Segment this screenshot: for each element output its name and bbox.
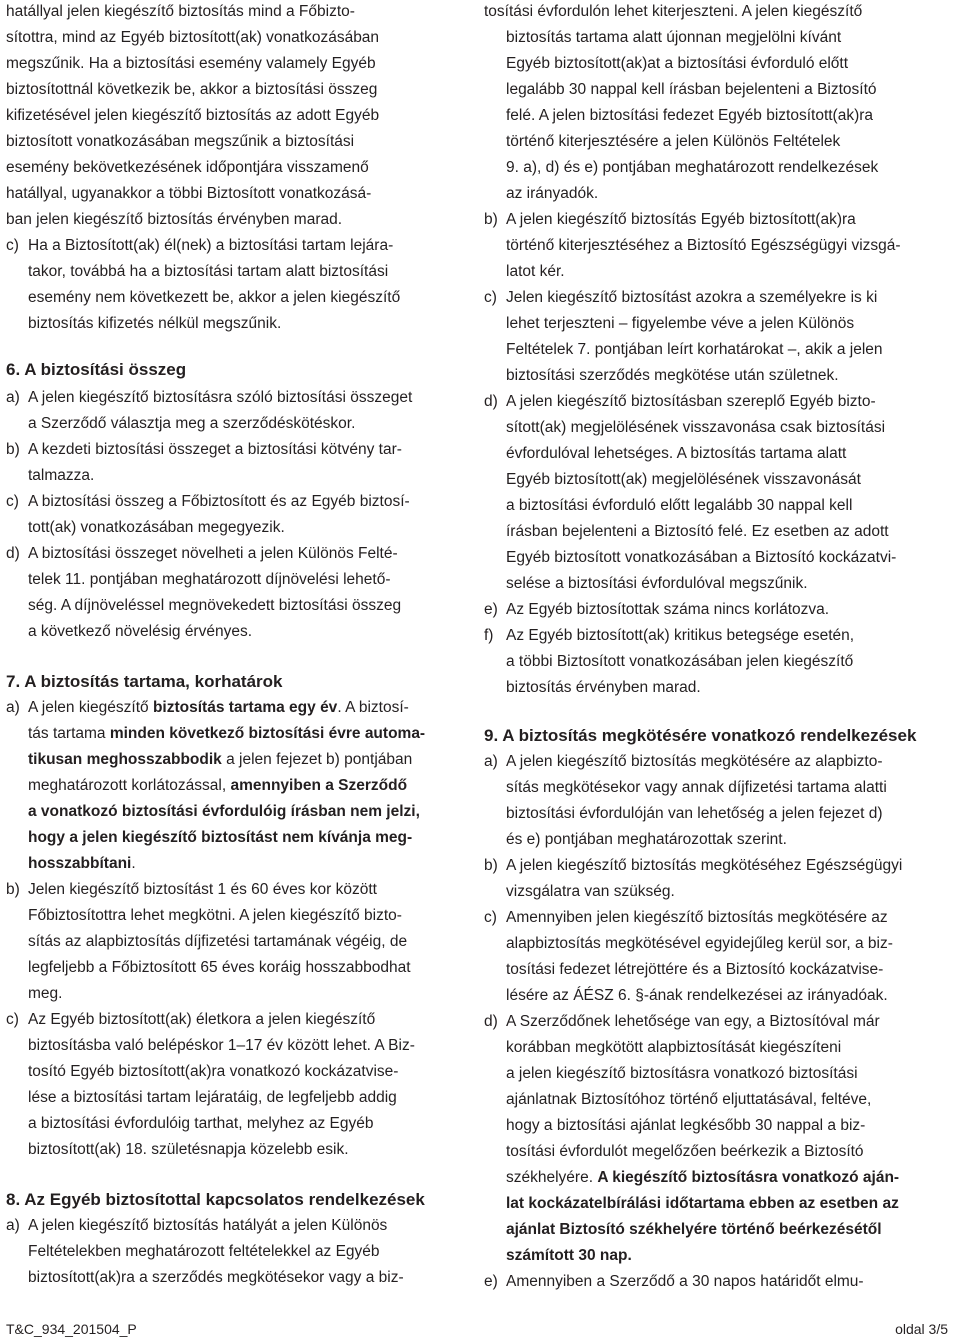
list-marker: b): [6, 881, 20, 898]
right-text-line: évfordulóval lehetséges. A biztosítás tartama alatt: [506, 445, 847, 462]
right-text-line: korábban megkötött alapbiztosítását kiegészíteni: [506, 1039, 842, 1056]
left-text-line: hatállyal, ugyanakkor a többi Biztosított vonatkozásá-: [6, 185, 372, 202]
right-text-line: a többi Biztosított vonatkozásában jelen kiegészítő: [506, 653, 854, 670]
right-text-line: ajánlat Biztosító székhelyére történő beérkezésétől: [506, 1221, 882, 1238]
left-text-line: biztosítás kifizetés nélkül megszűnik.: [28, 315, 282, 332]
list-item-text: Amennyiben a Szerződő a 30 napos határidőt elmu-: [506, 1273, 864, 1290]
left-text-line: tosító Egyéb biztosított(ak)ra vonatkozó kockázatvise-: [28, 1063, 399, 1080]
list-marker: c): [6, 237, 19, 254]
list-item-text: Jelen kiegészítő biztosítást 1 és 60 éves kor között: [28, 881, 377, 898]
right-text-line: a biztosítási évforduló előtt legalább 30 nappal kell: [506, 497, 853, 514]
right-text-line: lésére az ÁÉSZ 6. §-ának rendelkezései az irányadóak.: [506, 987, 888, 1004]
list-marker: e): [484, 1273, 498, 1290]
right-text-line: Feltételek 7. pontjában leírt korhatárokat –, akik a jelen: [506, 341, 883, 358]
right-text-line: selése a biztosítási évfordulóval megszűnik.: [506, 575, 808, 592]
left-text-line: legfeljebb a Főbiztosított 65 éves koráig hosszabbodhat: [28, 959, 411, 976]
list-item-text: Ha a Biztosított(ak) él(nek) a biztosítási tartam lejára-: [28, 237, 394, 254]
left-text-line: tás tartama minden következő biztosítási évre automa-: [28, 725, 426, 742]
right-text-line: székhelyére. A kiegészítő biztosításra vonatkozó aján-: [506, 1169, 900, 1186]
list-marker: c): [484, 909, 497, 926]
right-text-line: biztosítás tartama alatt újonnan megjelölni kívánt: [506, 29, 842, 46]
left-text-line: talmazza.: [28, 467, 95, 484]
list-item-text: Az Egyéb biztosított(ak) kritikus betegsége esetén,: [506, 627, 855, 644]
left-text-line: kifizetésével jelen kiegészítő biztosítás az adott Egyéb: [6, 107, 380, 124]
right-text-line: alapbiztosítás megkötésével egyidejűleg kerül sor, a biz-: [506, 935, 893, 952]
list-marker: c): [484, 289, 497, 306]
left-text-line: ség. A díjnöveléssel megnövekedett biztosítási összeg: [28, 597, 402, 614]
right-text-line: biztosítási évfordulóján van lehetőség a jelen fejezet d): [506, 805, 883, 822]
left-text-line: a Szerződő választja meg a szerződéskötéskor.: [28, 415, 356, 432]
left-text-line: hogy a jelen kiegészítő biztosítást nem kívánja meg-: [28, 829, 413, 846]
left-text-line: meghatározott korlátozással, amennyiben a Szerződő: [28, 777, 408, 794]
right-text-line: biztosítás érvényben marad.: [506, 679, 701, 696]
left-text-line: biztosított(ak) 18. születésnapja közelebb esik.: [28, 1141, 349, 1158]
list-item-text: A kezdeti biztosítási összeget a biztosítási kötvény tar-: [28, 441, 402, 458]
right-text-line: hogy a biztosítási ajánlat legkésőbb 30 nappal a biz-: [506, 1117, 866, 1134]
list-marker: b): [484, 857, 498, 874]
left-text-line: biztosított(ak)ra a szerződés megkötésekor vagy a biz-: [28, 1269, 404, 1286]
right-text-line: felé. A jelen biztosítási fedezet Egyéb biztosított(ak)ra: [506, 107, 874, 124]
right-text-line: tosítási fedezet létrejöttére és a Biztosító kockázatvise-: [506, 961, 884, 978]
list-marker: d): [484, 1013, 498, 1030]
list-item-text: A jelen kiegészítő biztosításban szereplő Egyéb bizto-: [506, 393, 876, 410]
list-item-text: Az Egyéb biztosított(ak) életkora a jelen kiegészítő: [28, 1011, 376, 1028]
left-text-line: a vonatkozó biztosítási évfordulóig írásban nem jelzi,: [28, 803, 420, 820]
right-text-line: számított 30 nap.: [506, 1247, 632, 1264]
right-section-heading: 9. A biztosítás megkötésére vonatkozó rendelkezések: [484, 726, 917, 745]
right-text-line: Egyéb biztosított(ak) megjelölésének visszavonását: [506, 471, 861, 488]
list-item-text: A jelen kiegészítő biztosítás megkötéséhez Egészségügyi: [506, 857, 903, 874]
right-text-line: lat kockázatelbírálási időtartama ebben az esetben az: [506, 1195, 899, 1212]
list-marker: e): [484, 601, 498, 618]
page-number: oldal 3/5: [895, 1321, 948, 1337]
list-item-text: Jelen kiegészítő biztosítást azokra a személyekre is ki: [506, 289, 878, 306]
list-marker: c): [6, 1011, 19, 1028]
list-item-text: Az Egyéb biztosítottak száma nincs korlátozva.: [506, 601, 830, 618]
right-text-line: sítás megkötésekor vagy annak díjfizetési tartama alatti: [506, 779, 887, 796]
right-text-line: biztosítási szerződés megkötése után születnek.: [506, 367, 839, 384]
left-text-line: meg.: [28, 985, 63, 1002]
right-text-line: lehet terjeszteni – figyelembe véve a jelen Különös: [506, 315, 855, 332]
list-marker: a): [484, 753, 498, 770]
list-marker: d): [6, 545, 20, 562]
list-marker: f): [484, 627, 494, 644]
left-text-line: Feltételekben meghatározott feltételekkel az Egyéb: [28, 1243, 380, 1260]
right-text-line: írásban bejelenteni a Biztosító felé. Ez esetben az adott: [506, 523, 889, 540]
right-text-line: tosítási évfordulót megelőzően beérkezik a Biztosító: [506, 1143, 864, 1160]
right-text-line: történő kiterjesztésére a jelen Különös Feltételek: [506, 133, 841, 150]
right-text-line: sított(ak) megjelölésének visszavonása csak biztosítási: [506, 419, 886, 436]
left-text-line: biztosított vonatkozásában megszűnik a biztosítási: [6, 133, 355, 150]
right-text-line: legalább 30 nappal kell írásban bejelenteni a Biztosító: [506, 81, 877, 98]
list-item-text: A biztosítási összeg a Főbiztosított és az Egyéb biztosí-: [28, 493, 410, 510]
right-text-line: latot kér.: [506, 263, 565, 280]
left-text-line: sítottra, mind az Egyéb biztosított(ak) vonatkozásában: [6, 29, 380, 46]
left-text-line: esemény bekövetkezésének időpontjára visszamenő: [6, 159, 369, 176]
list-marker: a): [6, 699, 20, 716]
left-section-heading: 7. A biztosítás tartama, korhatárok: [6, 672, 283, 691]
left-text-line: Főbiztosítottra lehet megkötni. A jelen kiegészítő bizto-: [28, 907, 402, 924]
list-marker: d): [484, 393, 498, 410]
list-marker: a): [6, 1217, 20, 1234]
left-text-line: megszűnik. Ha a biztosítási esemény valamely Egyéb: [6, 55, 376, 72]
left-text-line: hosszabbítani.: [28, 855, 136, 872]
right-text-line: Egyéb biztosított vonatkozásában a Biztosító kockázatvi-: [506, 549, 897, 566]
document-code: T&C_934_201504_P: [6, 1321, 137, 1337]
left-text-line: hatállyal jelen kiegészítő biztosítás mind a Főbizto-: [6, 3, 355, 20]
left-text-line: biztosításba való belépéskor 1–17 év között lehet. A Biz-: [28, 1037, 415, 1054]
left-text-line: biztosítottnál következik be, akkor a biztosítási összeg: [6, 81, 378, 98]
right-text-line: vizsgálatra van szükség.: [506, 883, 675, 900]
left-text-line: a következő növelésig érvényes.: [28, 623, 253, 640]
list-item-text: Amennyiben jelen kiegészítő biztosítás megkötésére az: [506, 909, 888, 926]
list-marker: b): [484, 211, 498, 228]
left-section-heading: 8. Az Egyéb biztosítottal kapcsolatos rendelkezések: [6, 1190, 425, 1209]
list-marker: b): [6, 441, 20, 458]
list-marker: c): [6, 493, 19, 510]
left-text-line: a biztosítási évfordulóig tarthat, melyhez az Egyéb: [28, 1115, 374, 1132]
list-item-text: A jelen kiegészítő biztosítás Egyéb biztosított(ak)ra: [506, 211, 856, 228]
list-item-text: A jelen kiegészítő biztosítás tartama egy év. A biztosí-: [28, 699, 409, 716]
list-item-text: A biztosítási összeget növelheti a jelen Különös Felté-: [28, 545, 398, 562]
list-item-text: A jelen kiegészítő biztosítás hatályát a jelen Különös: [28, 1217, 388, 1234]
right-text-line: 9. a), d) és e) pontjában meghatározott rendelkezések: [506, 159, 879, 176]
left-text-line: sítás az alapbiztosítás díjfizetési tartamának végéig, de: [28, 933, 408, 950]
list-item-text: A jelen kiegészítő biztosításra szóló biztosítási összeget: [28, 389, 413, 406]
left-text-line: tikusan meghosszabbodik a jelen fejezet b) pontjában: [28, 751, 413, 768]
right-text-line: tosítási évfordulón lehet kiterjeszteni. A jelen kiegészítő: [484, 3, 863, 20]
list-item-text: A Szerződőnek lehetősége van egy, a Biztosítóval már: [506, 1013, 880, 1030]
right-text-line: az irányadók.: [506, 185, 599, 202]
list-marker: a): [6, 389, 20, 406]
left-section-heading: 6. A biztosítási összeg: [6, 360, 187, 379]
right-text-line: és e) pontjában meghatározottak szerint.: [506, 831, 787, 848]
left-text-line: takor, továbbá ha a biztosítási tartam alatt biztosítási: [28, 263, 389, 280]
right-text-line: a jelen kiegészítő biztosításra vonatkozó biztosítási: [506, 1065, 858, 1082]
right-text-line: Egyéb biztosított(ak)at a biztosítási évforduló előtt: [506, 55, 849, 72]
left-text-line: lése a biztosítási tartam lejáratáig, de legfeljebb addig: [28, 1089, 397, 1106]
left-text-line: ban jelen kiegészítő biztosítás érvényben marad.: [6, 211, 343, 228]
left-text-line: esemény nem következett be, akkor a jelen kiegészítő: [28, 289, 401, 306]
list-item-text: A jelen kiegészítő biztosítás megkötésére az alapbizto-: [506, 753, 883, 770]
right-text-line: ajánlatnak Biztosítóhoz történő eljuttatásával, feltéve,: [506, 1091, 872, 1108]
left-text-line: tott(ak) vonatkozásában megegyezik.: [28, 519, 285, 536]
right-text-line: történő kiterjesztéséhez a Biztosító Egészségügyi vizsgá-: [506, 237, 901, 254]
left-text-line: telek 11. pontjában meghatározott díjnövelési lehető-: [28, 571, 391, 588]
